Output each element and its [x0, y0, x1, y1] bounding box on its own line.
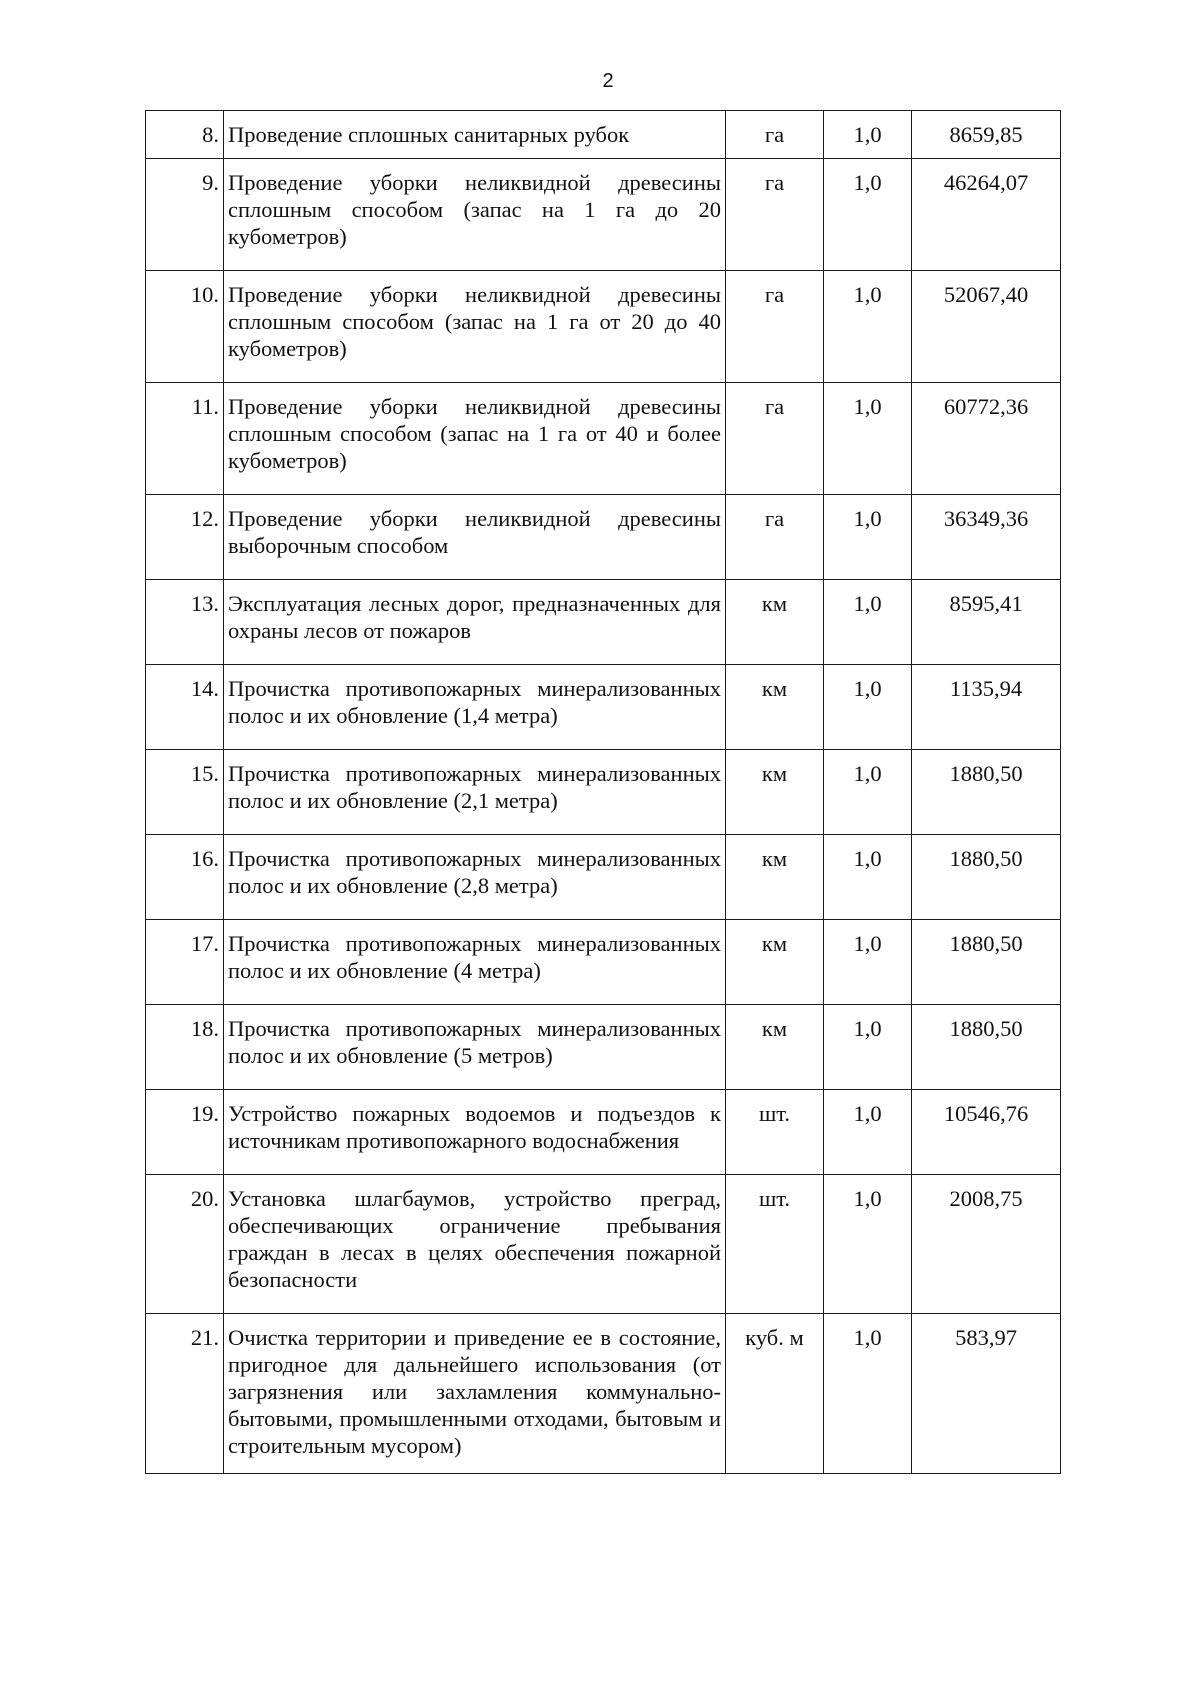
work-name: Эксплуатация лесных дорог, предназначенных для охраны лесов от пожаров — [224, 580, 726, 665]
unit-of-measure: км — [726, 1005, 824, 1090]
work-name: Прочистка противопожарных минерализованных полос и их обновление (1,4 метра) — [224, 665, 726, 750]
row-number: 21. — [146, 1314, 224, 1474]
quantity: 1,0 — [824, 750, 912, 835]
quantity: 1,0 — [824, 1175, 912, 1314]
unit-of-measure: шт. — [726, 1090, 824, 1175]
quantity: 1,0 — [824, 835, 912, 920]
quantity: 1,0 — [824, 383, 912, 495]
price: 2008,75 — [912, 1175, 1061, 1314]
price: 8595,41 — [912, 580, 1061, 665]
quantity: 1,0 — [824, 665, 912, 750]
price: 1880,50 — [912, 920, 1061, 1005]
table-row — [146, 1314, 1061, 1474]
row-number: 10. — [146, 271, 224, 383]
price: 583,97 — [912, 1314, 1061, 1474]
table-row — [146, 835, 1061, 920]
page-number: 2 — [602, 70, 614, 92]
price: 36349,36 — [912, 495, 1061, 580]
works-table — [145, 110, 1061, 1474]
work-name: Очистка территории и приведение ее в состояние, пригодное для дальнейшего использования (от загрязнения или захламления коммунально-бытовыми, промышленными отходами, бытовым и строительным мусором) — [224, 1314, 726, 1474]
unit-of-measure: га — [726, 111, 824, 159]
quantity: 1,0 — [824, 1005, 912, 1090]
price: 10546,76 — [912, 1090, 1061, 1175]
work-name: Прочистка противопожарных минерализованных полос и их обновление (4 метра) — [224, 920, 726, 1005]
unit-of-measure: км — [726, 920, 824, 1005]
table-row — [146, 920, 1061, 1005]
table-row — [146, 383, 1061, 495]
price: 52067,40 — [912, 271, 1061, 383]
quantity: 1,0 — [824, 1090, 912, 1175]
unit-of-measure: км — [726, 580, 824, 665]
price: 60772,36 — [912, 383, 1061, 495]
row-number: 11. — [146, 383, 224, 495]
unit-of-measure: км — [726, 835, 824, 920]
row-number: 16. — [146, 835, 224, 920]
unit-of-measure: га — [726, 159, 824, 271]
work-name: Прочистка противопожарных минерализованных полос и их обновление (2,1 метра) — [224, 750, 726, 835]
table-row — [146, 159, 1061, 271]
quantity: 1,0 — [824, 1314, 912, 1474]
quantity: 1,0 — [824, 159, 912, 271]
table-row — [146, 271, 1061, 383]
unit-of-measure: га — [726, 383, 824, 495]
row-number: 17. — [146, 920, 224, 1005]
table-row — [146, 580, 1061, 665]
work-name: Проведение уборки неликвидной древесины сплошным способом (запас на 1 га от 20 до 40 кубометров) — [224, 271, 726, 383]
table-row — [146, 665, 1061, 750]
row-number: 13. — [146, 580, 224, 665]
work-name: Установка шлагбаумов, устройство преград, обеспечивающих ограничение пребывания граждан в лесах в целях обеспечения пожарной безопасности — [224, 1175, 726, 1314]
quantity: 1,0 — [824, 495, 912, 580]
work-name: Проведение уборки неликвидной древесины сплошным способом (запас на 1 га от 40 и более кубометров) — [224, 383, 726, 495]
quantity: 1,0 — [824, 580, 912, 665]
row-number: 20. — [146, 1175, 224, 1314]
unit-of-measure: шт. — [726, 1175, 824, 1314]
works-table-body — [146, 111, 1061, 1474]
table-row — [146, 495, 1061, 580]
table-row — [146, 1175, 1061, 1314]
row-number: 18. — [146, 1005, 224, 1090]
price: 1880,50 — [912, 835, 1061, 920]
table-row — [146, 750, 1061, 835]
price: 1135,94 — [912, 665, 1061, 750]
table-row — [146, 1005, 1061, 1090]
price: 1880,50 — [912, 750, 1061, 835]
unit-of-measure: км — [726, 665, 824, 750]
work-name: Прочистка противопожарных минерализованных полос и их обновление (5 метров) — [224, 1005, 726, 1090]
unit-of-measure: га — [726, 495, 824, 580]
price: 1880,50 — [912, 1005, 1061, 1090]
row-number: 15. — [146, 750, 224, 835]
unit-of-measure: км — [726, 750, 824, 835]
row-number: 14. — [146, 665, 224, 750]
quantity: 1,0 — [824, 111, 912, 159]
work-name: Устройство пожарных водоемов и подъездов к источникам противопожарного водоснабжения — [224, 1090, 726, 1175]
work-name: Прочистка противопожарных минерализованных полос и их обновление (2,8 метра) — [224, 835, 726, 920]
table-row — [146, 111, 1061, 159]
row-number: 12. — [146, 495, 224, 580]
quantity: 1,0 — [824, 271, 912, 383]
row-number: 8. — [146, 111, 224, 159]
row-number: 19. — [146, 1090, 224, 1175]
quantity: 1,0 — [824, 920, 912, 1005]
work-name: Проведение сплошных санитарных рубок — [224, 111, 726, 159]
work-name: Проведение уборки неликвидной древесины сплошным способом (запас на 1 га до 20 кубометров) — [224, 159, 726, 271]
row-number: 9. — [146, 159, 224, 271]
table-row — [146, 1090, 1061, 1175]
unit-of-measure: га — [726, 271, 824, 383]
unit-of-measure: куб. м — [726, 1314, 824, 1474]
price: 46264,07 — [912, 159, 1061, 271]
price: 8659,85 — [912, 111, 1061, 159]
work-name: Проведение уборки неликвидной древесины выборочным способом — [224, 495, 726, 580]
